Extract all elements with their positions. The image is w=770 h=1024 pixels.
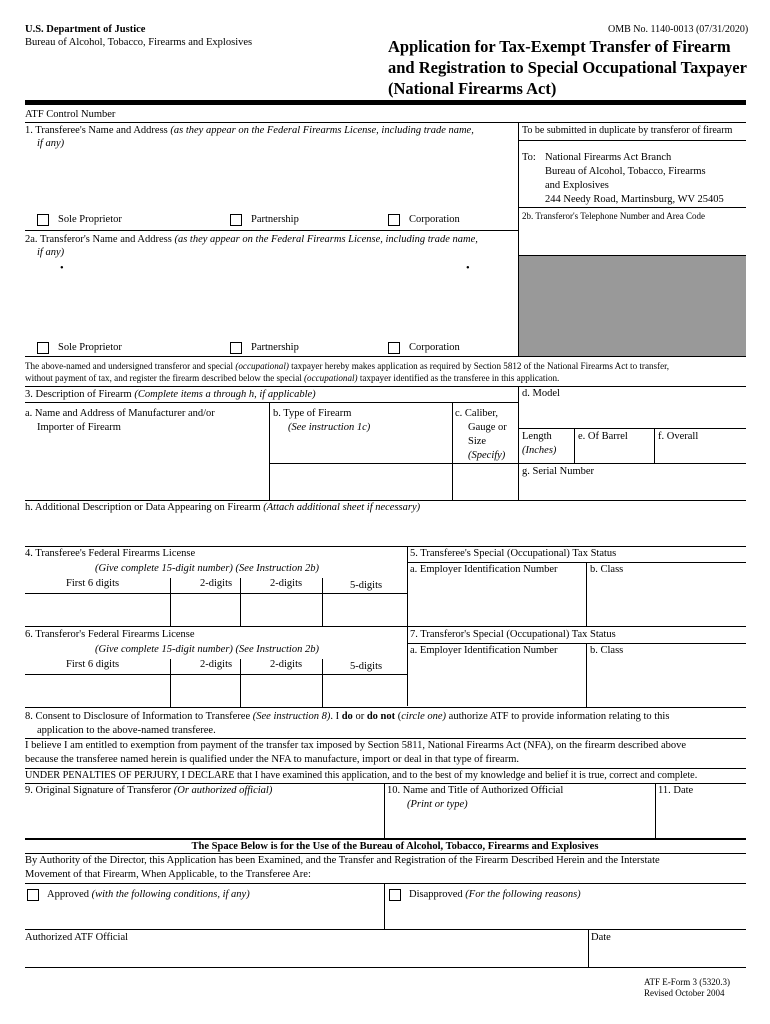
corporation-checkbox-transferor[interactable] [388, 342, 400, 354]
sole-proprietor-checkbox-transferee[interactable] [37, 214, 49, 226]
divider [25, 929, 746, 930]
approved-label: Approved (with the following conditions, if any) [47, 889, 250, 900]
overall-length-label: f. Overall [658, 431, 699, 442]
ffl-2digits-label: 2-digits [270, 578, 303, 589]
transferee-ffl-2digits-input[interactable] [172, 596, 238, 624]
transferor-ffl-2digits-input[interactable] [172, 677, 238, 705]
agency-name: U.S. Department of Justice [25, 24, 146, 35]
transferor-ffl-2digits-input[interactable] [242, 677, 320, 705]
ffl-2digits-label: 2-digits [200, 578, 233, 589]
transferor-ffl-5digits-input[interactable] [324, 677, 404, 705]
to-label: To: [522, 152, 536, 163]
to-address-line1: National Firearms Act Branch [545, 152, 672, 163]
atf-control-number-label: ATF Control Number [25, 109, 116, 120]
form-title-line3: (National Firearms Act) [388, 79, 557, 98]
barrel-length-label: e. Of Barrel [578, 431, 628, 442]
divider [170, 659, 171, 707]
divider [518, 386, 519, 500]
section6-instruction: (Give complete 15-digit number) (See Instruction 2b) [95, 644, 319, 655]
serial-number-label: g. Serial Number [522, 466, 595, 477]
authorized-official-name-field[interactable] [387, 814, 652, 836]
ffl-2digits-label: 2-digits [200, 659, 233, 670]
exemption-belief-line2: because the transferee named herein is qualified under the NFA to manufacture, import or deal in that type of firearm. [25, 754, 519, 765]
divider [588, 929, 589, 967]
section10-label: 10. Name and Title of Authorized Official [387, 785, 564, 796]
disapproved-checkbox[interactable] [389, 889, 401, 901]
divider [25, 768, 746, 769]
atf-authority-line1: By Authority of the Director, this Application has been Examined, and the Transfer and Registration of the Firearm Described Herein and the Interstate [25, 855, 660, 866]
divider [25, 738, 746, 739]
partnership-checkbox-transferee[interactable] [230, 214, 242, 226]
transferor-name-address-field[interactable] [30, 260, 515, 335]
divider [25, 838, 746, 840]
section8-consent: 8. Consent to Disclosure of Information to Transferee (See instruction 8). I do or do not (circle one) authorize ATF to provide information relating to this [25, 711, 670, 722]
bureau-name: Bureau of Alcohol, Tobacco, Firearms and Explosives [25, 37, 253, 48]
section2a-label: 2a. Transferor's Name and Address (as they appear on the Federal Firearms License, including trade name, [25, 234, 478, 245]
transferee-ffl-2digits-input[interactable] [242, 596, 320, 624]
submit-note: To be submitted in duplicate by transferor of firearm [522, 125, 733, 136]
section7-ein-label: a. Employer Identification Number [410, 645, 558, 656]
bullet: • [60, 263, 64, 274]
divider [654, 428, 655, 463]
transferor-ffl-first6-input[interactable] [27, 677, 168, 705]
length-unit-label: (Inches) [522, 445, 557, 456]
omb-number: OMB No. 1140-0013 (07/31/2020) [608, 24, 749, 35]
form-title-line1: Application for Tax-Exempt Transfer of Firearm [388, 37, 731, 56]
divider [25, 853, 746, 854]
section1-label: 1. Transferee's Name and Address (as they appear on the Federal Firearms License, including trade name, [25, 125, 474, 136]
divider [269, 463, 746, 464]
divider [655, 783, 656, 838]
caliber-label-3: Size [468, 436, 487, 447]
divider [384, 783, 385, 838]
authorized-atf-official-label: Authorized ATF Official [25, 932, 129, 943]
corporation-label: Corporation [409, 214, 460, 225]
approved-checkbox[interactable] [27, 889, 39, 901]
divider [586, 562, 587, 626]
divider [240, 659, 241, 707]
divider [407, 643, 746, 644]
firearm-type-instruction: (See instruction 1c) [288, 422, 371, 433]
partnership-label: Partnership [251, 342, 299, 353]
do-not-option[interactable]: do not [366, 711, 396, 722]
divider [25, 356, 746, 357]
divider [518, 140, 746, 141]
manufacturer-label-cont: Importer of Firearm [37, 422, 121, 433]
divider [269, 402, 270, 500]
divider [25, 402, 518, 403]
divider [25, 593, 407, 594]
divider [384, 883, 385, 929]
partnership-label: Partnership [251, 214, 299, 225]
section8-consent-cont: application to the above-named transferee. [37, 725, 216, 736]
divider [25, 783, 746, 784]
length-label: Length [522, 431, 552, 442]
divider [322, 578, 323, 626]
sole-proprietor-label: Sole Proprietor [58, 342, 122, 353]
divider [25, 500, 746, 501]
ffl-5digits-label: 5-digits [350, 661, 383, 672]
exemption-belief-line1: I believe I am entitled to exemption from payment of the transfer tax imposed by Section 5811, National Firearms Act (NFA), on the firearm described above [25, 740, 687, 751]
divider [25, 546, 746, 547]
section6-label: 6. Transferor's Federal Firearms License [25, 629, 195, 640]
caliber-label-2: Gauge or [468, 422, 507, 433]
section5-class-label: b. Class [590, 564, 624, 575]
atf-authority-line2: Movement of that Firearm, When Applicable, to the Transferee Are: [25, 869, 311, 880]
additional-description-label: h. Additional Description or Data Appearing on Firearm (Attach additional sheet if necessary) [25, 502, 421, 513]
to-address-line2: Bureau of Alcohol, Tobacco, Firearms [545, 166, 706, 177]
corporation-label: Corporation [409, 342, 460, 353]
declaration-line2: without payment of tax, and register the firearm described below the special (occupational) taxpayer identified as the transferee in this application. [25, 373, 560, 383]
ffl-2digits-label: 2-digits [270, 659, 303, 670]
to-address-line4: 244 Needy Road, Martinsburg, WV 25405 [545, 194, 724, 205]
divider [25, 122, 746, 123]
section10-instruction: (Print or type) [407, 799, 468, 810]
form-number: ATF E-Form 3 (5320.3) [644, 977, 730, 987]
manufacturer-label: a. Name and Address of Manufacturer and/or [25, 408, 215, 419]
divider [240, 578, 241, 626]
corporation-checkbox-transferee[interactable] [388, 214, 400, 226]
section11-label: 11. Date [658, 785, 694, 796]
ffl-first6-label: First 6 digits [66, 659, 120, 670]
divider [518, 428, 746, 429]
section9-label: 9. Original Signature of Transferor (Or authorized official) [25, 785, 273, 796]
caliber-label-4: (Specify) [468, 450, 506, 461]
bullet: • [466, 263, 470, 274]
divider [170, 578, 171, 626]
transferee-ffl-5digits-input[interactable] [324, 596, 404, 624]
ffl-5digits-label: 5-digits [350, 580, 383, 591]
atf-date-label: Date [591, 932, 611, 943]
header-rule [25, 100, 746, 105]
divider [586, 643, 587, 707]
divider [25, 230, 518, 231]
firearm-type-label: b. Type of Firearm [273, 408, 352, 419]
to-address-line3: and Explosives [545, 180, 609, 191]
revision-date: Revised October 2004 [644, 988, 725, 998]
divider [25, 883, 746, 884]
section1-label-cont: if any) [37, 138, 65, 149]
do-option[interactable]: do [341, 711, 353, 722]
shaded-area [519, 256, 746, 356]
divider [518, 207, 746, 208]
section5-label: 5. Transferee's Special (Occupational) Tax Status [410, 548, 617, 559]
partnership-checkbox-transferor[interactable] [230, 342, 242, 354]
section3-label: 3. Description of Firearm (Complete items a through h, if applicable) [25, 389, 316, 400]
declaration-line1: The above-named and undersigned transferor and special (occupational) taxpayer hereby makes application as required by Section 5812 of the National Firearms Act to transfer, [25, 361, 670, 371]
disapproved-label: Disapproved (For the following reasons) [409, 889, 581, 900]
ffl-first6-label: First 6 digits [66, 578, 120, 589]
divider [452, 402, 453, 500]
section2b-label: 2b. Transferor's Telephone Number and Area Code [522, 211, 706, 221]
transferor-signature-field[interactable] [27, 800, 382, 836]
sole-proprietor-label: Sole Proprietor [58, 214, 122, 225]
section7-class-label: b. Class [590, 645, 624, 656]
divider [25, 674, 407, 675]
divider [407, 562, 746, 563]
transferor-date-field[interactable] [658, 800, 744, 836]
transferee-name-address-field[interactable] [30, 150, 515, 208]
divider [574, 428, 575, 463]
divider [322, 659, 323, 707]
perjury-statement: UNDER PENALTIES OF PERJURY, I DECLARE that I have examined this application, and to the best of my knowledge and belief it is true, correct and complete. [25, 770, 698, 781]
section5-ein-label: a. Employer Identification Number [410, 564, 558, 575]
divider [25, 707, 746, 708]
section4-instruction: (Give complete 15-digit number) (See Instruction 2b) [95, 563, 319, 574]
model-label: d. Model [522, 388, 560, 399]
transferor-phone-field[interactable] [520, 224, 745, 254]
divider [25, 626, 746, 627]
section2a-label-cont: if any) [37, 247, 65, 258]
sole-proprietor-checkbox-transferor[interactable] [37, 342, 49, 354]
transferee-ffl-first6-input[interactable] [27, 596, 168, 624]
section4-label: 4. Transferee's Federal Firearms License [25, 548, 196, 559]
additional-description-field[interactable] [30, 516, 740, 544]
section7-label: 7. Transferor's Special (Occupational) Tax Status [410, 629, 616, 640]
divider [25, 386, 746, 387]
form-title-line2: and Registration to Special Occupational Taxpayer [388, 58, 747, 77]
atf-use-heading: The Space Below is for the Use of the Bureau of Alcohol, Tobacco, Firearms and Explosives [191, 841, 599, 852]
divider [25, 967, 746, 968]
caliber-label: c. Caliber, [455, 408, 499, 419]
